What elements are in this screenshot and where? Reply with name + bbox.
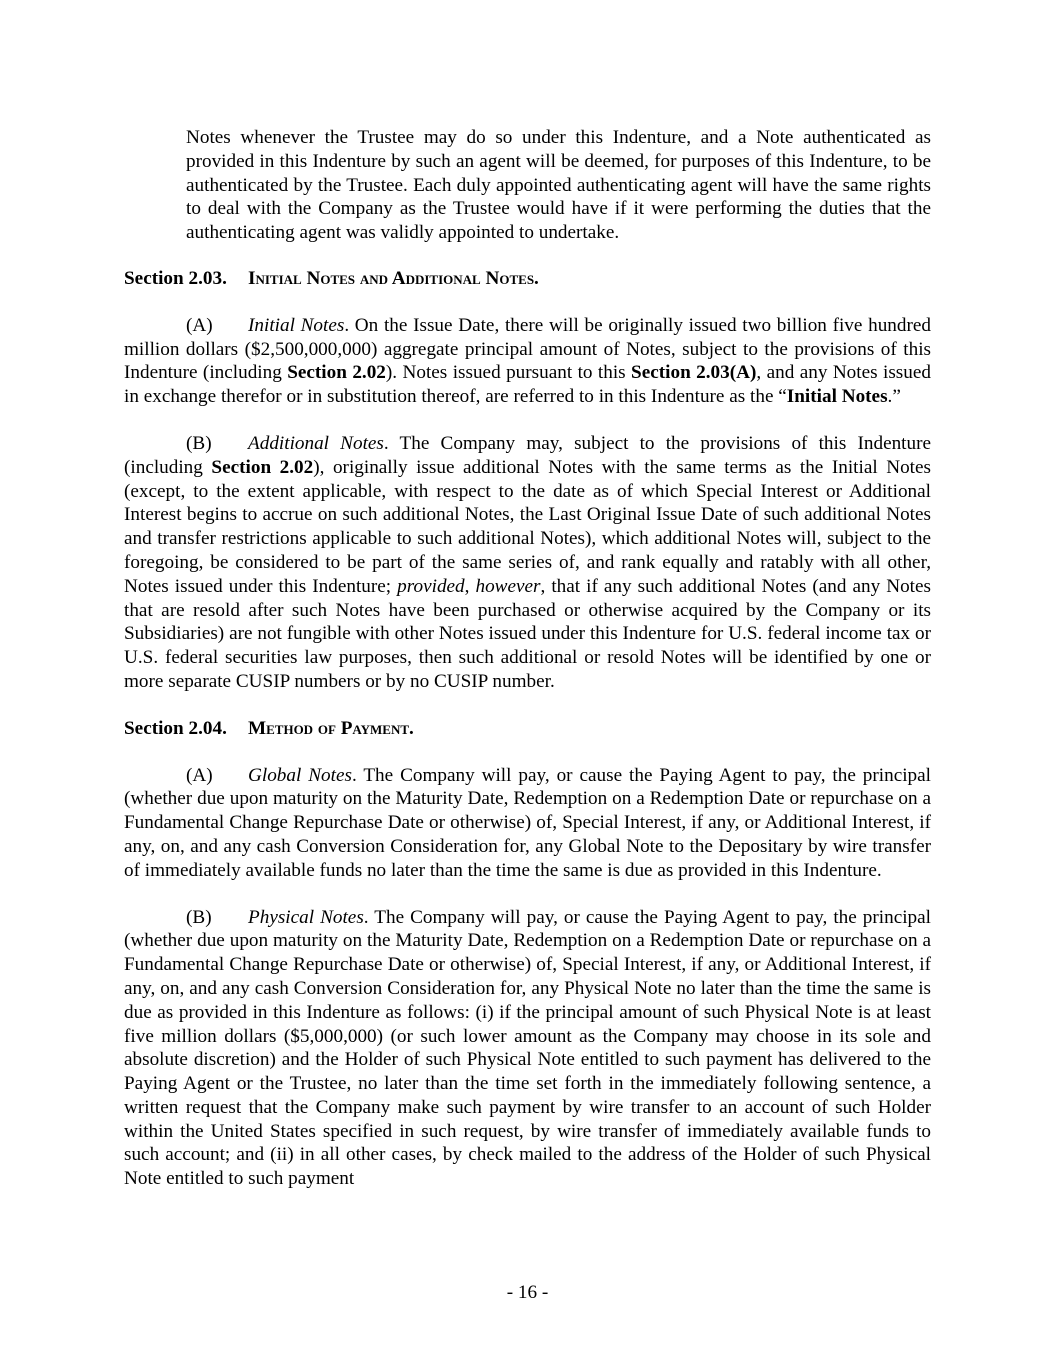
bold-reference: Section 2.03(A) — [631, 362, 757, 384]
clause-label: Initial Notes — [248, 314, 345, 336]
section-2-04-a-paragraph — [124, 764, 931, 883]
section-number: Section 2.04. — [124, 717, 227, 739]
clause-text: , that if any such additional Notes (and any Notes that are resold after such Notes have been purchased or otherwise acquired by the Company or its Subsidiaries) are not fungible with other Notes issued under this Indenture for U.S. federal income tax or U.S. federal securities law purposes, then such additional or resold Notes will be identified by one or more separate CUSIP numbers or by no CUSIP number. — [124, 575, 931, 692]
section-number: Section 2.03. — [124, 267, 227, 289]
clause-text: ). Notes issued pursuant to this — [385, 362, 632, 384]
section-2-03-a-paragraph — [124, 314, 931, 409]
clause-mark: (B) — [186, 906, 212, 928]
clause-text: . The Company will pay, or cause the Paying Agent to pay, the principal (whether due upon maturity on the Maturity Date, Redemption on a Redemption Date or repurchase on a Fundamental Change Repurchase Date or otherwise) of, Special Interest, if any, or Additional Interest, if any, on, and any cash Conversion Consideration for, any Physical Note no later than the time the same is due as provided in this Indenture as follows: (i) if the principal amount of such Physical Note is at least five million dollars ($5,000,000) (or such lower amount as the Company may choose in its sole and absolute discretion) and the Holder of such Physical Note entitled to such payment has delivered to the Paying Agent or the Trustee, no later than the time set forth in the immediately following sentence, a written request that the Company make such payment by wire transfer to an account of such Holder within the United States specified in such request, by wire transfer of immediately available funds to such account; and (ii) in all other cases, by check mailed to the address of the Holder of such Physical Note entitled to such payment — [124, 906, 931, 1190]
bold-reference: Section 2.02 — [211, 456, 314, 478]
italic-term: provided — [397, 575, 465, 597]
clause-text: , and any Notes issued in exchange therefor or in substitution thereof, are referred to in this Indenture as the “ — [124, 362, 931, 408]
clause-mark: (A) — [186, 764, 213, 786]
clause-label: Additional Notes — [248, 432, 384, 454]
clause-text: ), originally issue additional Notes with the same terms as the Initial Notes (except, to the extent applicable, with respect to the date as of which Special Interest or Additional Interest begins to accrue on such additional Notes, the Last Original Issue Date of such additional Notes and transfer restrictions applicable to such additional Notes), which additional Notes will, subject to the foregoing, be considered to be part of the same series of, and rank equally and ratably with all other, Notes issued under this Indenture; — [124, 456, 931, 597]
section-2-04-b-paragraph — [124, 906, 931, 1192]
document-page — [124, 126, 931, 1214]
clause-mark: (B) — [186, 432, 212, 454]
clause-text: . The Company may, subject to the provisions of this Indenture (including — [124, 432, 932, 478]
defined-term: Initial Notes — [786, 386, 888, 408]
page-number: - 16 - — [506, 1282, 549, 1303]
clause-label: Global Notes — [248, 764, 352, 786]
clause-label: Physical Notes — [248, 906, 364, 928]
section-2-04-heading — [124, 717, 931, 741]
continuation-paragraph: Notes whenever the Trustee may do so under this Indenture, and a Note authenticated as provided in this Indenture by such an agent will be deemed, for purposes of this Indenture, to be authenticated by the Trustee. Each duly appointed authenticating agent will have the same rights to deal with the Company as the Trustee would have if it were performing the duties that the authenticating agent was validly appointed to undertake. — [186, 127, 931, 244]
clause-text: , — [464, 575, 476, 597]
clause-text: .” — [887, 386, 901, 408]
bold-reference: Section 2.02 — [287, 362, 386, 384]
italic-term: however — [475, 575, 541, 597]
section-title: Method of Payment. — [248, 717, 414, 739]
section-title: Initial Notes and Additional Notes. — [248, 267, 539, 289]
section-2-03-heading — [124, 267, 931, 291]
clause-mark: (A) — [186, 314, 213, 336]
section-2-03-b-paragraph — [124, 432, 931, 694]
clause-text: . The Company will pay, or cause the Paying Agent to pay, the principal (whether due upon maturity on the Maturity Date, Redemption on a Redemption Date or repurchase on a Fundamental Change Repurchase Date or otherwise) of, Special Interest, if any, or Additional Interest, if any, on, and any cash Conversion Consideration for, any Global Note to the Depositary by wire transfer of immediately available funds no later than the time the same is due as provided in this Indenture. — [124, 764, 931, 881]
clause-text: . On the Issue Date, there will be originally issued two billion five hundred million dollars ($2,500,000,000) aggregate principal amount of Notes, subject to the provisions of this Indenture (including — [124, 314, 931, 384]
